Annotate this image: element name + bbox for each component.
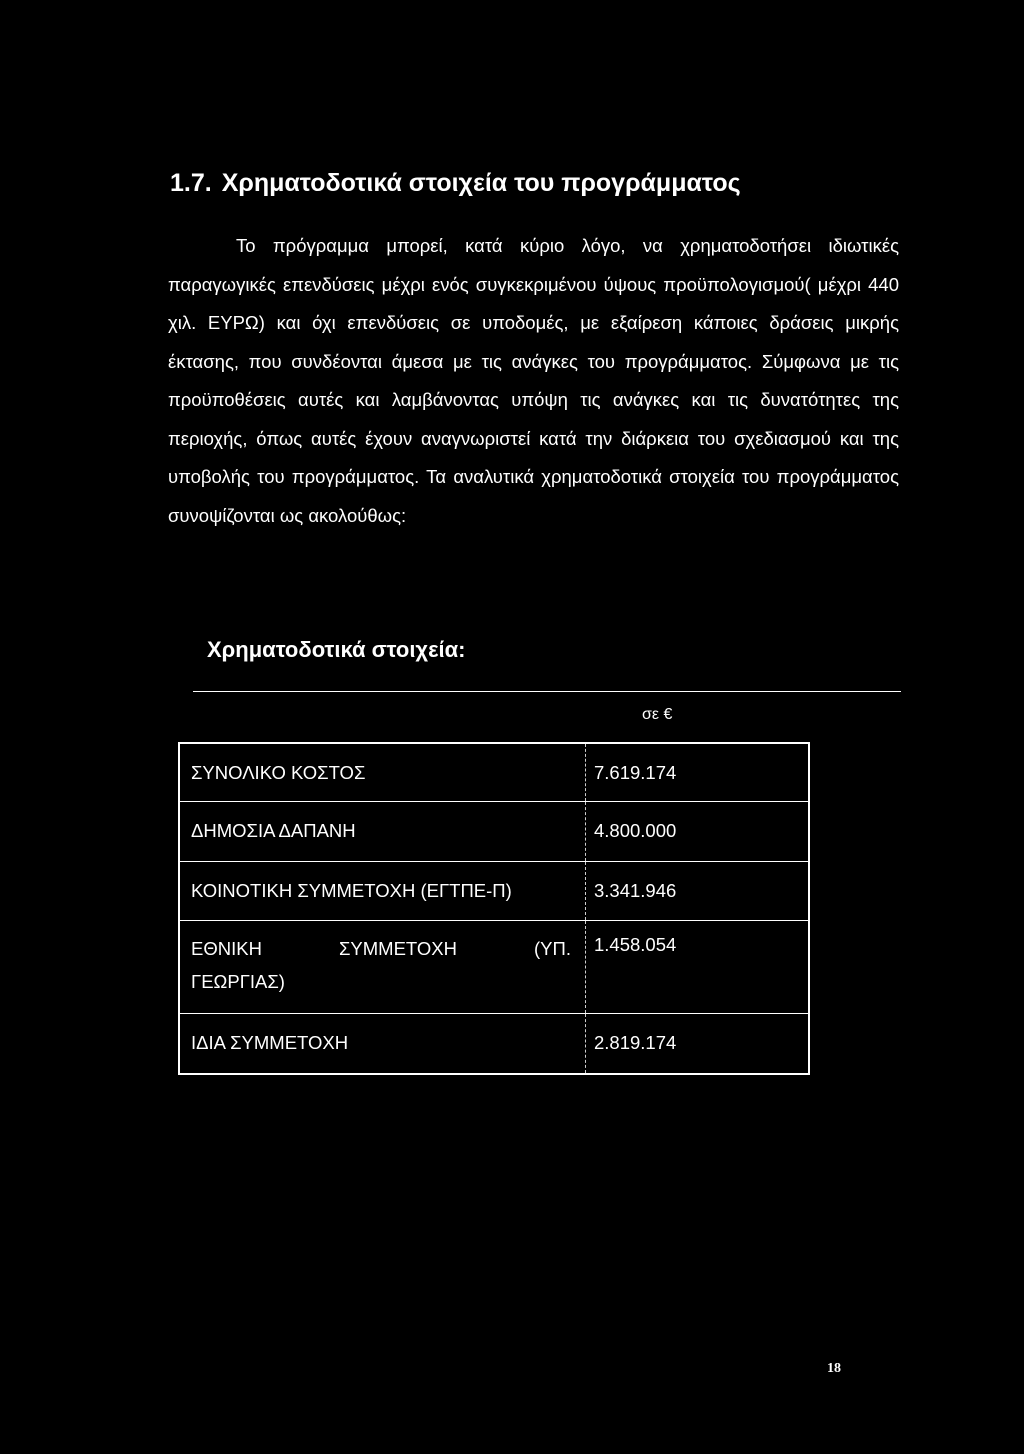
row-label: ΔΗΜΟΣΙΑ ΔΑΠΑΝΗ [179, 801, 586, 861]
currency-unit-label: σε € [642, 706, 673, 723]
table-row [179, 920, 809, 1013]
row-value: 7.619.174 [594, 762, 677, 783]
row-label: ΚΟΙΝΟΤΙΚΗ ΣΥΜΜΕΤΟΧΗ (ΕΓΤΠΕ-Π) [179, 861, 586, 920]
table-row [179, 861, 809, 920]
row-value: 2.819.174 [586, 1013, 810, 1074]
horizontal-rule [193, 691, 901, 692]
table-row [179, 801, 809, 861]
row-label: ΕΘΝΙΚΗ ΣΥΜΜΕΤΟΧΗ (ΥΠ. ΓΕΩΡΓΙΑΣ) [179, 920, 586, 1013]
financials-heading: Χρηματοδοτικά στοιχεία: [207, 637, 466, 662]
section-heading [170, 166, 741, 200]
row-label: ΣΥΝΟΛΙΚΟ ΚΟΣΤΟΣ [179, 743, 586, 801]
financials-table [178, 742, 810, 1075]
section-number: 1.7. [170, 169, 212, 197]
section-title: Χρηματοδοτικά στοιχεία του προγράμματος [221, 169, 741, 197]
row-value: 1.458.054 [586, 920, 810, 1013]
row-label: ΙΔΙΑ ΣΥΜΜΕΤΟΧΗ [179, 1013, 586, 1074]
body-paragraph: Το πρόγραμμα μπορεί, κατά κύριο λόγο, να χρηματοδοτήσει ιδιωτικές παραγωγικές επενδύσεις μέχρι ενός συγκεκριμένου ύψους προϋπολογισμού( μέχρι 440 χιλ. ΕΥΡΩ) και όχι επενδύσεις σε υποδομές, με εξαίρεση κάποιες δράσεις μικρής έκτασης, που συνδέονται άμεσα με τις ανάγκες του προγράμματος. Σύμφωνα με τις προϋποθέσεις αυτές και λαμβάνοντας υπόψη τις ανάγκες και τις δυνατότητες της περιοχής, όπως αυτές έχουν αναγνωριστεί κατά την διάρκεια του σχεδιασμού και της υποβολής του προγράμματος. Τα αναλυτικά χρηματοδοτικά στοιχεία του προγράμματος συνοψίζονται ως ακολούθως: [168, 235, 899, 526]
table-row [179, 743, 809, 801]
table-row [179, 1013, 809, 1074]
page-number: 18 [827, 1361, 841, 1376]
row-value: 3.341.946 [586, 861, 810, 920]
row-value: 4.800.000 [586, 801, 810, 861]
